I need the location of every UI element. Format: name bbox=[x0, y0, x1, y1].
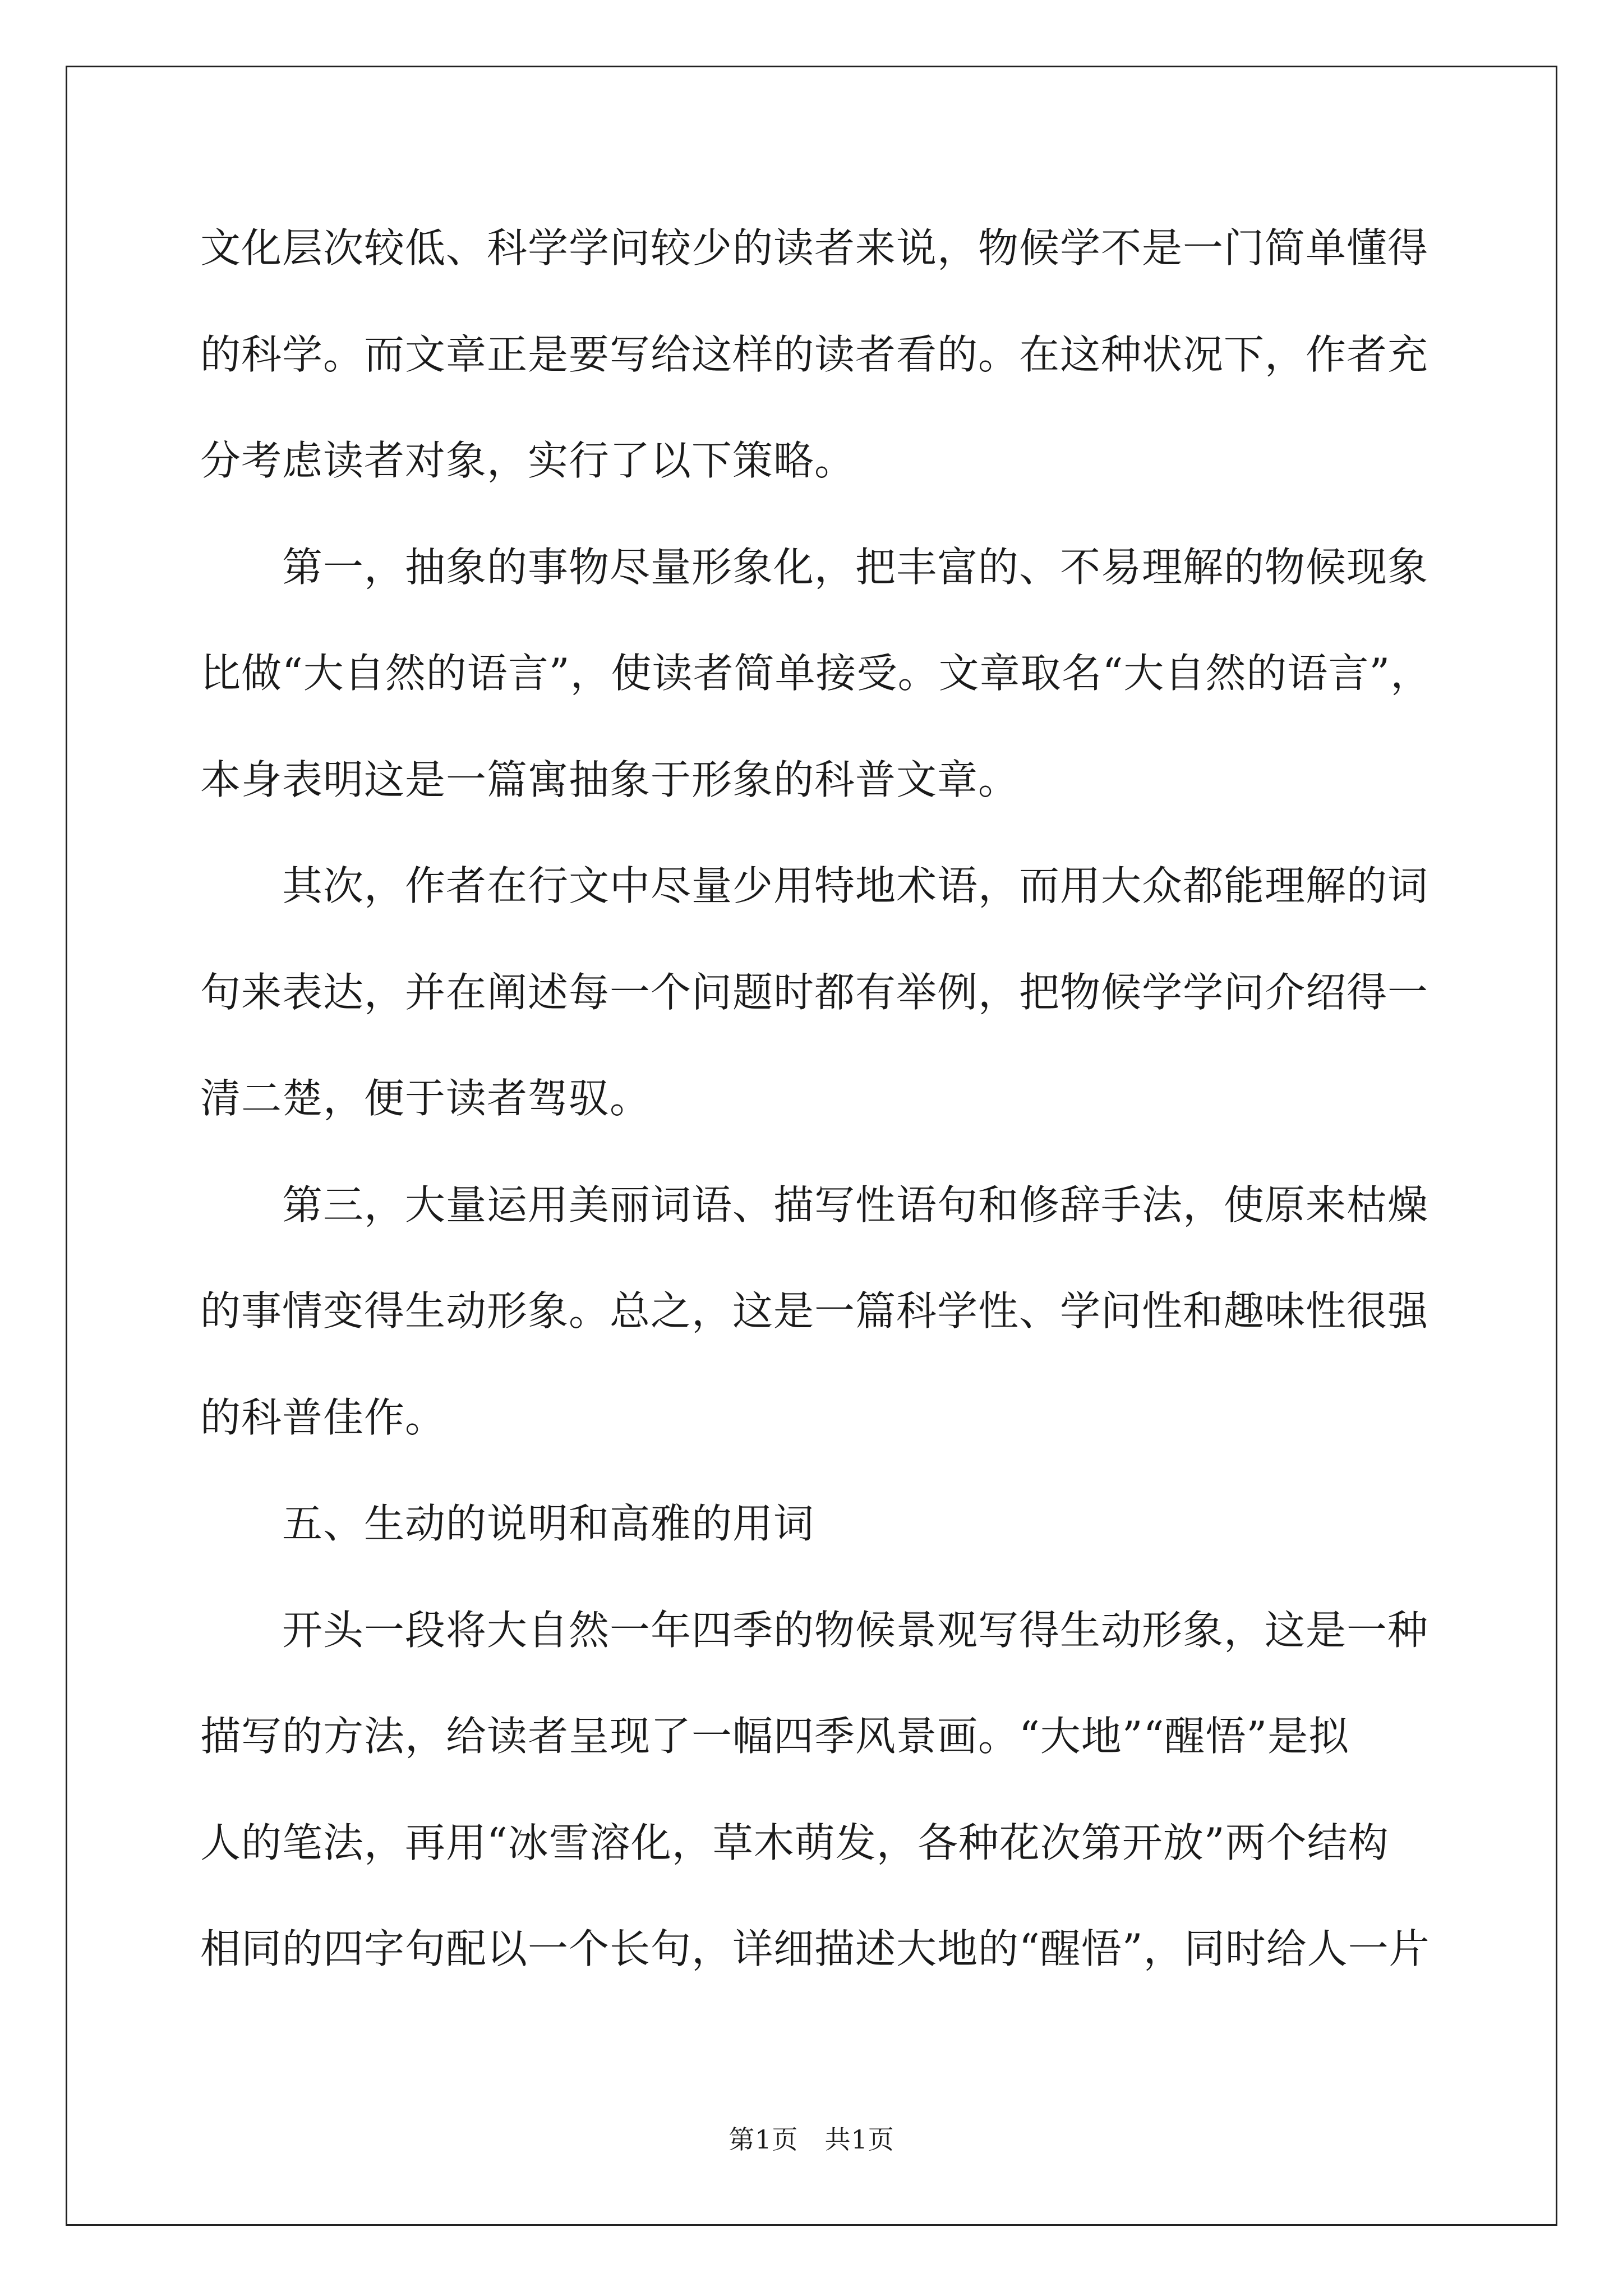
page-number-footer: 第1页 共1页 bbox=[728, 2124, 895, 2155]
text-line: 分考虑读者对象，实行了以下策略。 bbox=[200, 437, 856, 484]
section-heading-text: 五、生动的说明和高雅的用词 bbox=[282, 1500, 815, 1547]
document-body bbox=[200, 195, 1490, 2003]
paragraph bbox=[200, 195, 1490, 514]
section-heading bbox=[200, 1471, 1490, 1577]
text-line: 人的笔法，再用“冰雪溶化，草木萌发，各种花次第开放”两个结构 bbox=[200, 1819, 1389, 1866]
text-line: 开头一段将大自然一年四季的物候景观写得生动形象，这是一种 bbox=[282, 1606, 1429, 1654]
text-line: 本身表明这是一篇寓抽象于形象的科普文章。 bbox=[200, 756, 1020, 803]
paragraph bbox=[200, 833, 1490, 1152]
paragraph bbox=[200, 1152, 1490, 1471]
text-line: 其次，作者在行文中尽量少用特地术语，而用大众都能理解的词 bbox=[282, 862, 1429, 909]
text-line: 的事情变得生动形象。总之，这是一篇科学性、学问性和趣味性很强 bbox=[200, 1287, 1429, 1335]
text-line: 的科学。而文章正是要写给这样的读者看的。在这种状况下，作者充 bbox=[200, 330, 1429, 378]
text-line: 描写的方法，给读者呈现了一幅四季风景画。“大地”“醒悟”是拟 bbox=[200, 1713, 1350, 1760]
text-line: 第一，抽象的事物尽量形象化，把丰富的、不易理解的物候现象 bbox=[282, 543, 1429, 591]
text-line: 相同的四字句配以一个长句，详细描述大地的“醒悟”，同时给人一片 bbox=[200, 1925, 1430, 1972]
text-line: 句来表达，并在阐述每一个问题时都有举例，把物候学学问介绍得一 bbox=[200, 968, 1429, 1016]
text-line: 的科普佳作。 bbox=[200, 1393, 446, 1441]
text-line: 清二楚，便于读者驾驭。 bbox=[200, 1075, 651, 1122]
paragraph bbox=[200, 514, 1490, 834]
text-line: 比做“大自然的语言”，使读者简单接受。文章取名“大自然的语言”， bbox=[200, 650, 1432, 697]
text-line: 第三，大量运用美丽词语、描写性语句和修辞手法，使原来枯燥 bbox=[282, 1181, 1429, 1228]
text-line: 文化层次较低、科学学问较少的读者来说，物候学不是一门简单懂得 bbox=[200, 224, 1429, 272]
paragraph bbox=[200, 1577, 1490, 2003]
